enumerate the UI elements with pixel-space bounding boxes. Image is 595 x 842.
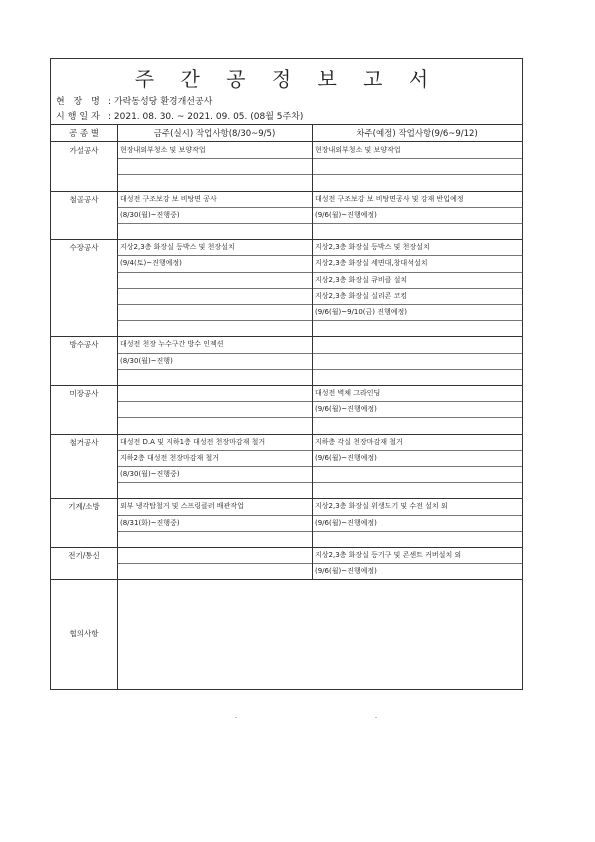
this-week-entry: 현장내외부청소 및 보양작업: [120, 146, 206, 154]
category-label: 방수공사: [69, 340, 99, 350]
row-divider: [117, 482, 522, 483]
next-week-entry: (9/6(월)~진행예정): [315, 210, 377, 219]
next-week-entry: 지하층 각실 천장마감재 철거: [315, 437, 403, 446]
header-bottom-border: [51, 141, 522, 142]
next-week-entry: 지상2,3층 화장실 등기구 및 콘센트 커버설치 외: [315, 551, 462, 559]
site-row: [56, 94, 212, 107]
row-divider: [117, 417, 522, 418]
period-value: : 2021. 08. 30. ~ 2021. 09. 05. (08월 5주차): [108, 112, 304, 122]
next-week-entry: 지상2,3층 화장실 큐비클 설치: [315, 275, 408, 284]
row-divider: [117, 158, 522, 159]
section-divider: [51, 579, 522, 580]
next-week-entry: (9/6(월)~진행예정): [315, 518, 377, 527]
this-week-entry: 지하2층 대성전 천장마감재 철거: [120, 453, 220, 462]
report-title: 주 간 공 정 보 고 서: [134, 67, 439, 91]
next-week-entry: (9/6(월)~진행예정): [315, 567, 377, 576]
period-row: [56, 109, 303, 122]
this-week-entry: 지상2,3층 화장실 등박스 및 천장설치: [120, 243, 235, 252]
report-sheet: [50, 58, 523, 690]
this-week-entry: (8/30(월)~진행중): [120, 470, 180, 478]
this-week-entry: (8/30(월)~진행중): [120, 210, 180, 219]
category-label: 미장공사: [69, 389, 99, 398]
next-week-entry: (9/6(월)~진행예정): [315, 405, 377, 414]
category-label: 전기/통신: [68, 551, 100, 560]
this-week-entry: 외부 냉각탑철거 및 스프링클러 배관작업: [120, 502, 244, 511]
next-week-entry: 지상2,3층 화장실 실리콘 코킹: [315, 291, 408, 300]
consult-label: 협의사항: [69, 629, 99, 639]
next-week-entry: 지상2,3층 화장실 등박스 및 천장설치: [315, 243, 430, 252]
period-label: 시행일자: [56, 112, 103, 122]
row-divider: [117, 174, 522, 175]
scan-speck: [235, 717, 237, 718]
this-week-entry: (8/31(화)~진행중): [120, 518, 180, 527]
category-label: 철거공사: [69, 437, 99, 447]
site-value: : 가락동성당 환경개선공사: [108, 97, 213, 107]
section-divider: [51, 385, 522, 386]
next-week-entry: (9/6(월)~9/10(금) 진행예정): [315, 308, 408, 316]
row-divider: [117, 320, 522, 321]
this-week-entry: (9/4(토)~진행예정): [120, 259, 182, 268]
column-divider: [117, 124, 118, 689]
category-label: 가설공사: [69, 146, 99, 155]
category-label: 철골공사: [69, 194, 99, 204]
site-label: 현 장 명: [56, 97, 103, 107]
category-label: 수장공사: [69, 243, 99, 253]
next-week-entry: 대성전 벽체 그라인딩: [315, 389, 381, 397]
row-divider: [117, 531, 522, 532]
category-label: 기계/소방: [68, 502, 100, 512]
row-divider: [117, 353, 522, 354]
row-divider: [117, 223, 522, 224]
this-week-entry: 대성전 D.A 및 지하1층 대성전 천장마감재 철거: [120, 437, 266, 446]
row-divider: [117, 369, 522, 370]
this-week-entry: (8/30(월)~진행): [120, 356, 173, 365]
this-week-entry: 대성전 천장 누수구간 방수 인젝션: [120, 340, 224, 349]
this-week-entry: 대성전 구조보강 보 비탕면 공사: [120, 194, 217, 203]
next-week-entry: 대성전 구조보강 보 비탕면공사 및 강재 반입예정: [315, 194, 464, 203]
header-category: 공 종 별: [68, 129, 100, 139]
header-next-week: 차주(예정) 작업사항(9/6~9/12): [356, 129, 478, 139]
next-week-entry: (9/6(월)~진행예정): [315, 453, 377, 462]
column-divider: [312, 124, 313, 579]
next-week-entry: 현장내외부청소 및 보양작업: [315, 146, 401, 154]
header-top-border: [51, 124, 522, 125]
header-this-week: 금주(실시) 작업사항(8/30~9/5): [153, 129, 276, 139]
next-week-entry: 지상2,3층 화장실 위생도기 및 수전 설치 외: [315, 502, 448, 511]
scan-speck: [375, 717, 377, 718]
next-week-entry: 지상2,3층 화장실 세면대,창대석설치: [315, 259, 428, 268]
